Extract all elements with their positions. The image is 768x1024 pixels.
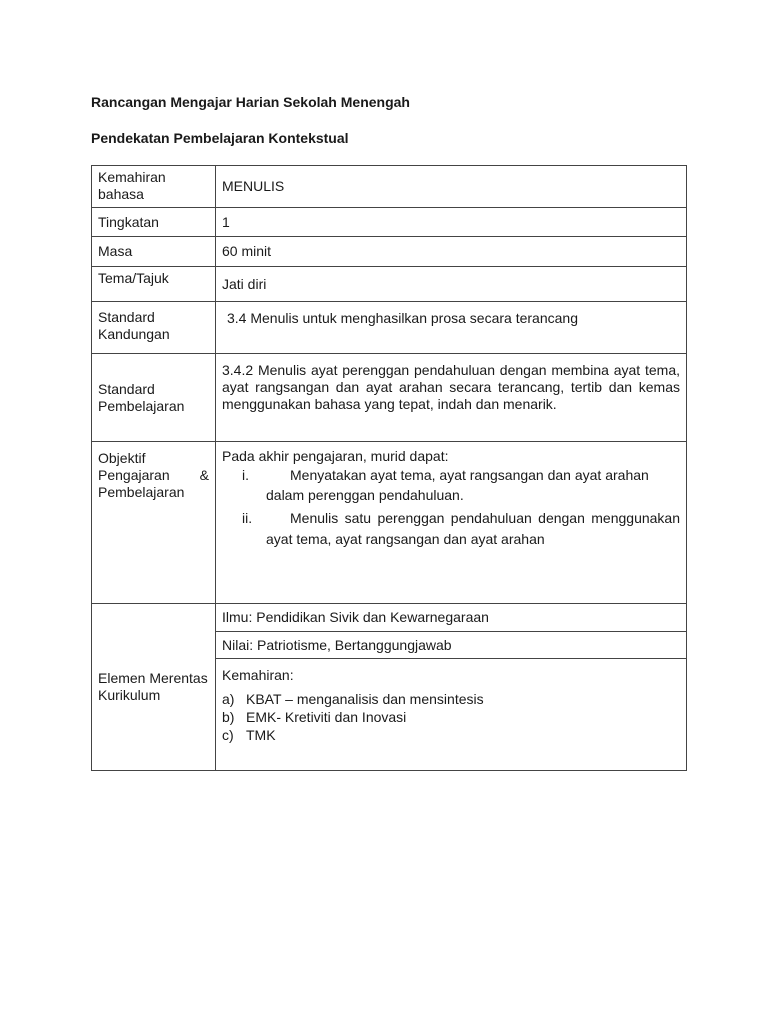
kemahiran-heading: Kemahiran:	[222, 667, 294, 683]
objektif-text: Menulis satu perenggan pendahuluan dengan menggunakan	[290, 510, 680, 526]
objektif-text: Menyatakan ayat tema, ayat rangsangan dan ayat arahan	[290, 467, 649, 483]
objektif-num: i.	[242, 467, 249, 483]
value-standard-pembelajaran: 3.4.2 Menulis ayat perenggan pendahuluan dengan membina ayat tema, ayat rangsangan dan ayat arahan secara terancang, tertib dan kemas menggunakan bahasa yang tepat, indah dan menarik.	[216, 354, 687, 442]
list-item	[222, 467, 680, 484]
label-objektif: Objektif Pengajaran & Pembelajaran	[92, 442, 216, 604]
row-standard-pembelajaran	[92, 354, 687, 442]
row-masa	[92, 237, 687, 267]
list-item	[222, 708, 680, 726]
value-tema: Jati diri	[216, 267, 687, 302]
document-title: Rancangan Mengajar Harian Sekolah Menengah	[91, 94, 410, 110]
value-kemahiran	[216, 659, 687, 771]
label-elemen: Elemen Merentas Kurikulum	[92, 604, 216, 771]
value-tingkatan: 1	[216, 208, 687, 237]
list-item	[222, 510, 680, 527]
value-kemahiran-bahasa: MENULIS	[216, 166, 687, 208]
value-objektif	[216, 442, 687, 604]
objektif-list	[222, 467, 680, 484]
row-tingkatan	[92, 208, 687, 237]
list-item	[222, 726, 680, 744]
label-tingkatan: Tingkatan	[92, 208, 216, 237]
kemahiran-list	[222, 690, 680, 744]
row-elemen-ilmu	[92, 604, 687, 632]
label-standard-pembelajaran: Standard Pembelajaran	[92, 354, 216, 442]
kemahiran-letter: a)	[222, 691, 235, 707]
value-standard-kandungan: 3.4 Menulis untuk menghasilkan prosa secara terancang	[216, 302, 687, 354]
document-subtitle: Pendekatan Pembelajaran Kontekstual	[91, 130, 349, 146]
value-ilmu: Ilmu: Pendidikan Sivik dan Kewarnegaraan	[216, 604, 687, 632]
label-kemahiran-bahasa: Kemahiran bahasa	[92, 166, 216, 208]
kemahiran-letter: c)	[222, 727, 234, 743]
value-masa: 60 minit	[216, 237, 687, 267]
objektif-continuation: dalam perenggan pendahuluan.	[266, 487, 464, 503]
value-nilai: Nilai: Patriotisme, Bertanggungjawab	[216, 632, 687, 659]
label-standard-kandungan: Standard Kandungan	[92, 302, 216, 354]
kemahiran-text: KBAT – menganalisis dan mensintesis	[246, 691, 484, 707]
row-objektif	[92, 442, 687, 604]
label-tema: Tema/Tajuk	[92, 267, 216, 302]
label-masa: Masa	[92, 237, 216, 267]
kemahiran-text: EMK- Kretiviti dan Inovasi	[246, 709, 407, 725]
row-standard-kandungan	[92, 302, 687, 354]
row-kemahiran-bahasa	[92, 166, 687, 208]
kemahiran-text: TMK	[246, 727, 276, 743]
objektif-list	[222, 510, 680, 527]
row-tema	[92, 267, 687, 302]
objektif-continuation: ayat tema, ayat rangsangan dan ayat arahan	[266, 531, 545, 547]
objektif-num: ii.	[242, 510, 253, 526]
kemahiran-letter: b)	[222, 709, 235, 725]
objektif-intro: Pada akhir pengajaran, murid dapat:	[222, 448, 449, 464]
lesson-plan-table	[91, 165, 687, 771]
list-item	[222, 690, 680, 708]
